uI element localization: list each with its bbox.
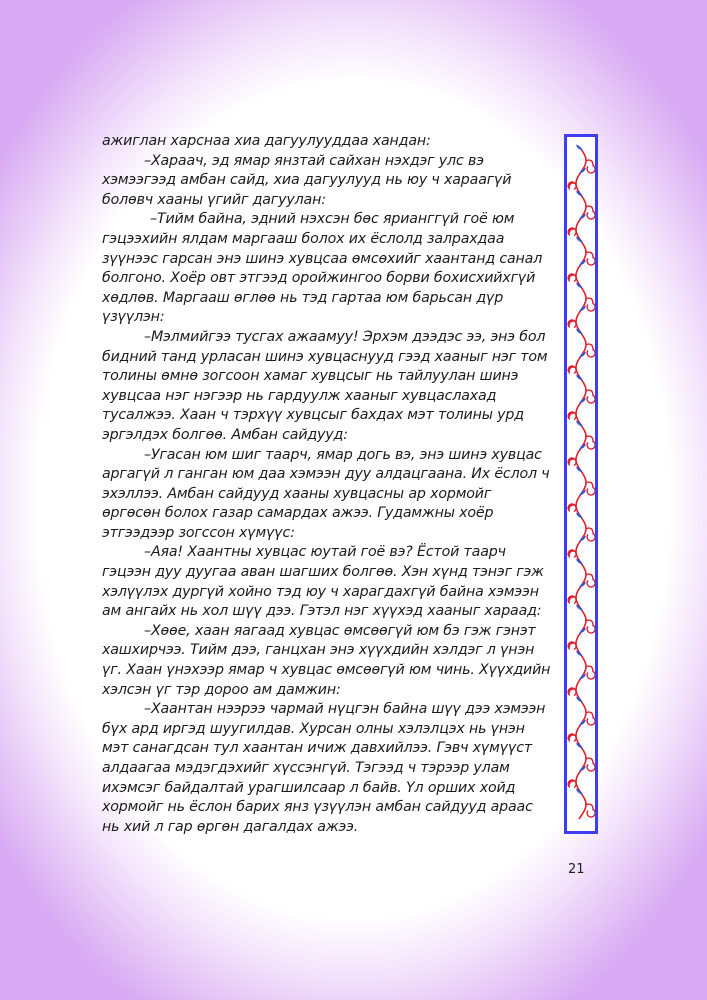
paragraph-2: –Хараач, эд ямар янзтай сайхан нэхдэг улс вэ хэмээгээд амбан сайд, хиа дагуулууд нь юу ч хараагүй болөвч хааны үгийг дагуулан: xyxy=(102,152,512,208)
ornament-curl xyxy=(586,160,595,173)
ornament-curl xyxy=(568,412,576,420)
ornamental-border-panel xyxy=(564,134,598,834)
paragraph-4: –Мэлмийгээ тусгах ажаамуу! Эрхэм дээдэс ээ, энэ бол бидний танд урласан шинэ хувцаснууд гээд хааныг нэг том толины өмнө зогсоон хамаг хувцсыг нь тайлуулан шинэ хувцсаа нэг нэгээр нь гардуулж хааныг хувцаслахад тусалжээ. Хаан ч тэрхүү хувцсыг бахдах мэт толины урд эргэлдэх болгөө. Амбан сайдууд: xyxy=(102,328,548,443)
ornament-curl xyxy=(568,274,576,282)
ornament-curl xyxy=(586,298,595,311)
ornament-curl xyxy=(568,550,576,558)
ornament-curl xyxy=(568,642,576,650)
ornament-curl xyxy=(586,804,595,817)
ornament-curl xyxy=(586,712,595,725)
ornament-curl xyxy=(568,688,576,696)
ornament-curl xyxy=(586,758,595,771)
ornament-curl xyxy=(568,182,576,190)
ornament-curl xyxy=(568,504,576,512)
ornament-curl xyxy=(586,344,595,357)
ornament-curl xyxy=(586,390,595,403)
ornament-vine-stem xyxy=(576,149,586,819)
ornament-curl xyxy=(586,206,595,219)
paragraph-3: –Тийм байна, эдний нэхсэн бөс ярианггүй гоё юм гэцээхийн ялдам маргааш болох их ёслолд залрахдаа зүүнээс гарсан энэ шинэ хувцсаа өмсөхийг хаантанд санал болгоно. Хоёр овт этгээд оройжингоо борви бохисхийхгүй хөдлөв. Маргааш өглөө нь тэд гартаа юм барьсан дүр үзүүлэн: xyxy=(102,211,543,326)
paragraph-7: –Хөөе, хаан яагаад хувцас өмсөөгүй юм бэ гэж гэнэт хашхирчээ. Тийм дээ, ганцхан энэ хүүхдийн хэлдэг л үнэн үг. Хаан үнэхээр ямар ч хувцас өмсөөгүй юм чинь. Хүүхдийн хэлсэн үг тэр дороо ам дамжин: xyxy=(102,622,551,698)
ornament-curl xyxy=(568,734,576,742)
ornament-curl xyxy=(586,436,595,449)
ornament-curl xyxy=(586,666,595,679)
vine-scroll-ornament-icon xyxy=(567,137,595,831)
ornament-curl xyxy=(586,528,595,541)
ornament-curl xyxy=(568,320,576,328)
ornament-curl xyxy=(586,252,595,265)
ornament-curl xyxy=(568,366,576,374)
ornament-curl xyxy=(586,620,595,633)
ornament-curl xyxy=(568,596,576,604)
ornament-curl xyxy=(586,574,595,587)
page-number: 21 xyxy=(568,862,585,877)
story-text xyxy=(102,132,554,837)
ornament-curl xyxy=(568,458,576,466)
paragraph-6: –Аяа! Хаантны хувцас юутай гоё вэ? Ёстой таарч гэцээн дуу дуугаа аван шагших болгөө. Хэн хүнд тэнэг гэж хэлүүлэх дургүй хойно тэд юу ч харагдахгүй байна хэмээн ам ангайх нь хол шүү дээ. Гэтэл нэг хүүхэд хааныг хараад: xyxy=(102,544,544,620)
paragraph-5: –Угасан юм шиг таарч, ямар догь вэ, энэ шинэ хувцас аргагүй л ганган юм даа хэмээн дуу алдацгаана. Их ёслол ч эхэллээ. Амбан сайдууд хааны хувцасны ар хормойг өргөсөн болох газар самардах ажээ. Гудамжны хоёр этгээдээр зогссон хүмүүс: xyxy=(102,446,550,541)
ornament-curl xyxy=(568,228,576,236)
ornament-curl xyxy=(586,482,595,495)
ornament-leaf xyxy=(576,145,583,151)
ornament-curl xyxy=(568,780,576,788)
paragraph-8: –Хаантан нээрээ чармай нүцгэн байна шүү дээ хэмээн бүх ард иргэд шуугилдав. Хурсан олны хэлэлцэх нь үнэн мэт санагдсан тул хаантан ичиж давхийлээ. Гэвч хүмүүст алдаагаа мэдэгдэхийг хүссэнгүй. Тэгээд ч тэрээр улам ихэмсэг байдалтай урагшилсаар л байв. Үл орших хойд хормойг нь ёслон барих янз үзүүлэн амбан сайдууд араас нь хий л гар өргөн дагалдах ажээ. xyxy=(102,701,546,835)
paragraph-1: ажиглан харснаа хиа дагуулууддаа хандан: xyxy=(102,133,431,149)
